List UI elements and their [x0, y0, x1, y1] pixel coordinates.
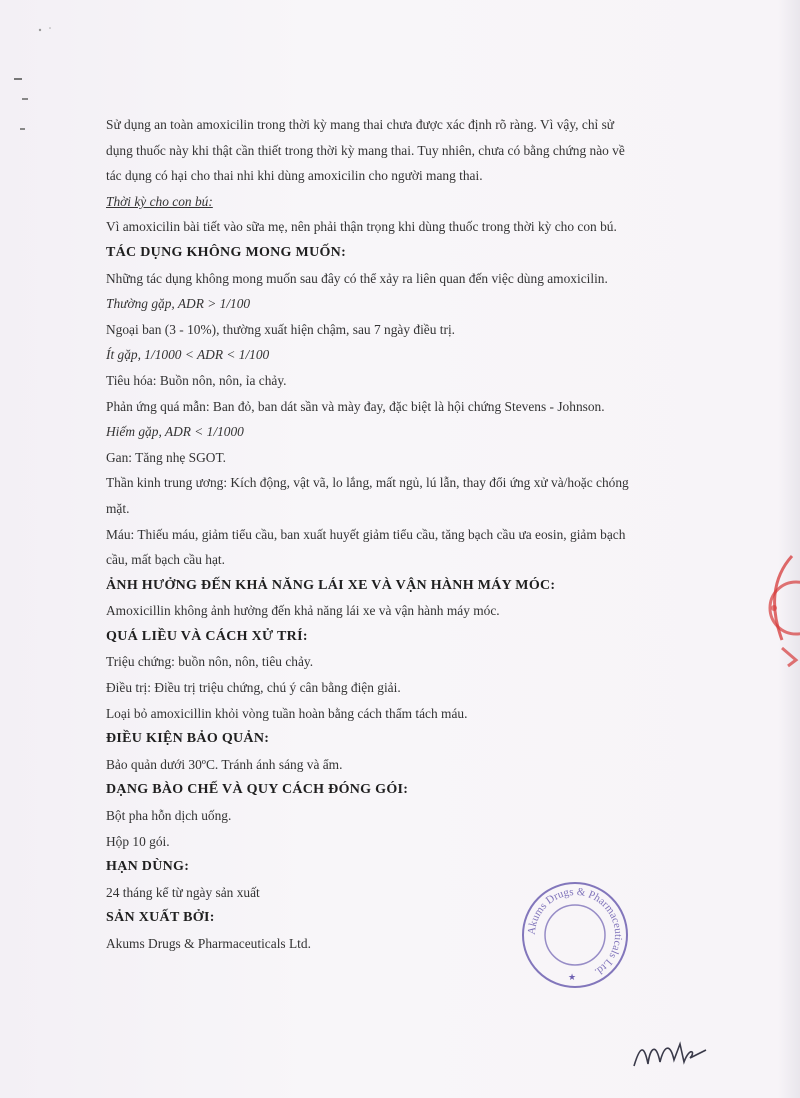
body-line: Vì amoxicilin bài tiết vào sữa mẹ, nên phải thận trọng khi dùng thuốc trong thời kỳ cho con bú.: [106, 219, 617, 235]
scan-specks: [0, 0, 80, 140]
body-line: Ngoại ban (3 - 10%), thường xuất hiện chậm, sau 7 ngày điều trị.: [106, 321, 456, 337]
section-heading: DẠNG BÀO CHẾ VÀ QUY CÁCH ĐÓNG GÓI:: [106, 782, 409, 798]
section-heading: SẢN XUẤT BỞI:: [106, 910, 215, 926]
svg-text:Akums Drugs & Pharmaceuticals: Akums Drugs & Pharmaceuticals Ltd.: [525, 885, 625, 979]
section-heading: ĐIỀU KIỆN BẢO QUẢN:: [106, 731, 270, 747]
body-line: Phản ứng quá mẫn: Ban đỏ, ban dát sần và mày đay, đặc biệt là hội chứng Stevens - Johnson.: [106, 398, 605, 414]
body-line: Những tác dụng không mong muốn sau đây có thể xảy ra liên quan đến việc dùng amoxicilin.: [106, 270, 608, 286]
document-body: [106, 112, 718, 957]
svg-text:★: ★: [568, 972, 577, 982]
body-line: Akums Drugs & Pharmaceuticals Ltd.: [106, 936, 311, 951]
body-line: Hộp 10 gói.: [106, 833, 170, 849]
body-line: Bột pha hỗn dịch uống.: [106, 808, 232, 824]
body-line: Amoxicillin không ảnh hưởng đến khả năng lái xe và vận hành máy móc.: [106, 603, 500, 619]
company-seal-icon: [520, 880, 630, 990]
section-heading: ẢNH HƯỞNG ĐẾN KHẢ NĂNG LÁI XE VÀ VẬN HÀNH MÁY MÓC:: [106, 577, 556, 593]
body-line: Máu: Thiếu máu, giảm tiểu cầu, ban xuất huyết giảm tiểu cầu, tăng bạch cầu ưa eosin, giảm bạch: [106, 526, 626, 542]
frequency-subheading: Thường gặp, ADR > 1/100: [106, 296, 251, 312]
frequency-subheading: Ít gặp, 1/1000 < ADR < 1/100: [106, 347, 270, 363]
body-line: Triệu chứng: buồn nôn, nôn, tiêu chảy.: [106, 654, 314, 670]
body-line: Sử dụng an toàn amoxicilin trong thời kỳ mang thai chưa được xác định rõ ràng. Vì vậy, chỉ sử: [106, 117, 615, 132]
section-heading: HẠN DÙNG:: [106, 859, 190, 875]
body-line: 24 tháng kể từ ngày sản xuất: [106, 884, 260, 900]
body-line: Gan: Tăng nhẹ SGOT.: [106, 449, 226, 465]
body-line: tác dụng có hại cho thai nhi khi dùng amoxicilin cho người mang thai.: [106, 168, 483, 184]
frequency-subheading: Hiếm gặp, ADR < 1/1000: [106, 424, 244, 440]
body-line: cầu, mất bạch cầu hạt.: [106, 552, 225, 568]
subsection-heading: Thời kỳ cho con bú:: [106, 193, 213, 209]
body-line: Tiêu hóa: Buồn nôn, nôn, ỉa chảy.: [106, 372, 287, 388]
section-heading: TÁC DỤNG KHÔNG MONG MUỐN:: [106, 244, 347, 260]
handwritten-signature-icon: [630, 1036, 710, 1072]
body-line: Thần kinh trung ương: Kích động, vật vã, lo lắng, mất ngủ, lú lẫn, thay đổi ứng xử và/hoặc chóng: [106, 475, 629, 491]
body-line: Bảo quản dưới 30ºC. Tránh ánh sáng và ẩm.: [106, 756, 343, 772]
body-line: mặt.: [106, 500, 130, 516]
section-heading: QUÁ LIỀU VÀ CÁCH XỬ TRÍ:: [106, 628, 308, 644]
body-line: Điều trị: Điều trị triệu chứng, chú ý cân bằng điện giải.: [106, 680, 401, 696]
body-line: Loại bỏ amoxicillin khỏi vòng tuần hoàn bằng cách thẩm tách máu.: [106, 705, 468, 721]
body-line: dụng thuốc này khi thật cần thiết trong thời kỳ mang thai. Tuy nhiên, chưa có bằng chứng nào về: [106, 142, 625, 158]
red-partial-stamp-icon: [752, 548, 800, 688]
